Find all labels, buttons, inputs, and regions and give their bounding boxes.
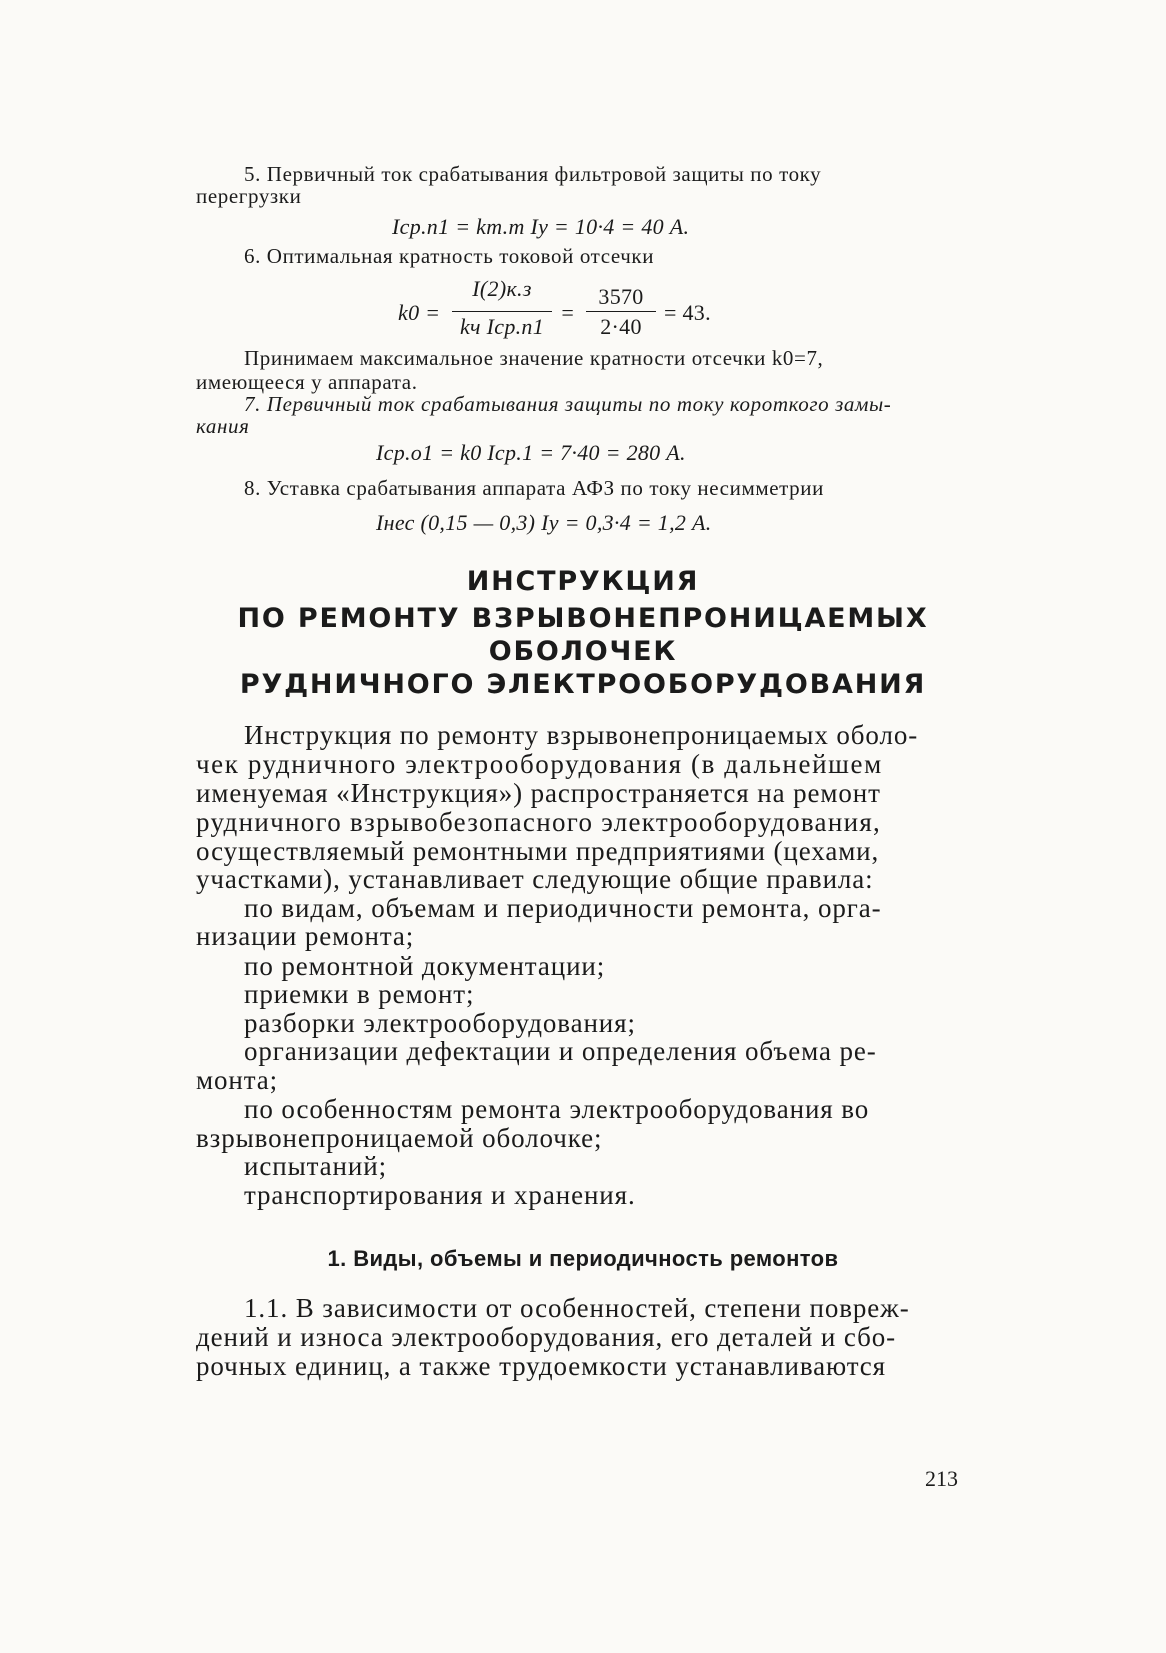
- section1-line: дений и износа электрооборудования, его деталей и сбо-: [196, 1322, 897, 1352]
- item5-formula: Iср.п1 = kт.т Iу = 10·4 = 40 А.: [392, 214, 690, 239]
- fraction-bar: [452, 311, 552, 312]
- intro-line: организации дефектации и определения объема ре-: [244, 1036, 877, 1066]
- item7-line2: кания: [196, 414, 250, 438]
- section-heading: 1. Виды, объемы и периодичность ремонтов: [327, 1246, 839, 1271]
- intro-line: по особенностям ремонта электрооборудования во: [244, 1094, 870, 1124]
- section1-line: рочных единиц, а также трудоемкости устанавливаются: [196, 1351, 886, 1381]
- fraction-bar: [586, 311, 656, 312]
- title-line3: ОБОЛОЧЕК: [488, 636, 678, 667]
- item6-numerator-1: I(2)к.з: [472, 276, 532, 301]
- item8-line1: 8. Уставка срабатывания аппарата АФЗ по току несимметрии: [244, 476, 824, 500]
- intro-line: осуществляемый ремонтными предприятиями (цехами,: [196, 836, 880, 866]
- item7-line1: 7. Первичный ток срабатывания защиты по току короткого замы-: [244, 392, 892, 416]
- item7-formula: Iср.о1 = k0 Iср.1 = 7·40 = 280 А.: [376, 440, 686, 465]
- intro-line: рудничного взрывобезопасного электрооборудования,: [196, 807, 882, 837]
- intro-line: участками), устанавливает следующие общие правила:: [196, 864, 874, 894]
- intro-line: взрывонепроницаемой оболочке;: [196, 1123, 603, 1153]
- section1-line: 1.1. В зависимости от особенностей, степени повреж-: [244, 1293, 910, 1323]
- intro-line: монта;: [196, 1065, 279, 1095]
- page-number: 213: [925, 1466, 958, 1491]
- item6-formula-lhs: k0 =: [398, 300, 441, 325]
- item6-line1: 6. Оптимальная кратность токовой отсечки: [244, 244, 655, 268]
- item5-line2: перегрузки: [196, 184, 302, 208]
- intro-line: Инструкция по ремонту взрывонепроницаемых оболо-: [244, 720, 919, 750]
- intro-line: транспортирования и хранения.: [244, 1180, 636, 1210]
- item6-denominator-2: 2·40: [600, 314, 642, 339]
- intro-line: чек рудничного электрооборудования (в дальнейшем: [196, 749, 883, 779]
- intro-line: по видам, объемам и периодичности ремонта, орга-: [244, 893, 882, 923]
- item5-line1: 5. Первичный ток срабатывания фильтровой защиты по току: [244, 162, 822, 186]
- title-line4: РУДНИЧНОГО ЭЛЕКТРООБОРУДОВАНИЯ: [239, 669, 927, 700]
- intro-line: именуемая «Инструкция») распространяется на ремонт: [196, 778, 881, 808]
- title-line1: ИНСТРУКЦИЯ: [466, 566, 700, 597]
- item8-formula: Iнес (0,15 — 0,3) Iу = 0,3·4 = 1,2 А.: [376, 510, 712, 535]
- note-line2: имеющееся у аппарата.: [196, 370, 418, 394]
- intro-line: по ремонтной документации;: [244, 951, 606, 981]
- item6-numerator-2: 3570: [598, 284, 644, 309]
- item6-denominator-1: kч Iср.п1: [459, 314, 545, 339]
- intro-line: разборки электрооборудования;: [244, 1008, 636, 1038]
- intro-line: приемки в ремонт;: [244, 979, 475, 1009]
- equals-sign: =: [560, 300, 576, 325]
- intro-line: низации ремонта;: [196, 921, 415, 951]
- title-line2: ПО РЕМОНТУ ВЗРЫВОНЕПРОНИЦАЕМЫХ: [237, 603, 929, 634]
- note-line1: Принимаем максимальное значение кратности отсечки k0=7,: [244, 346, 824, 370]
- intro-line: испытаний;: [244, 1151, 387, 1181]
- item6-result: = 43.: [664, 300, 711, 325]
